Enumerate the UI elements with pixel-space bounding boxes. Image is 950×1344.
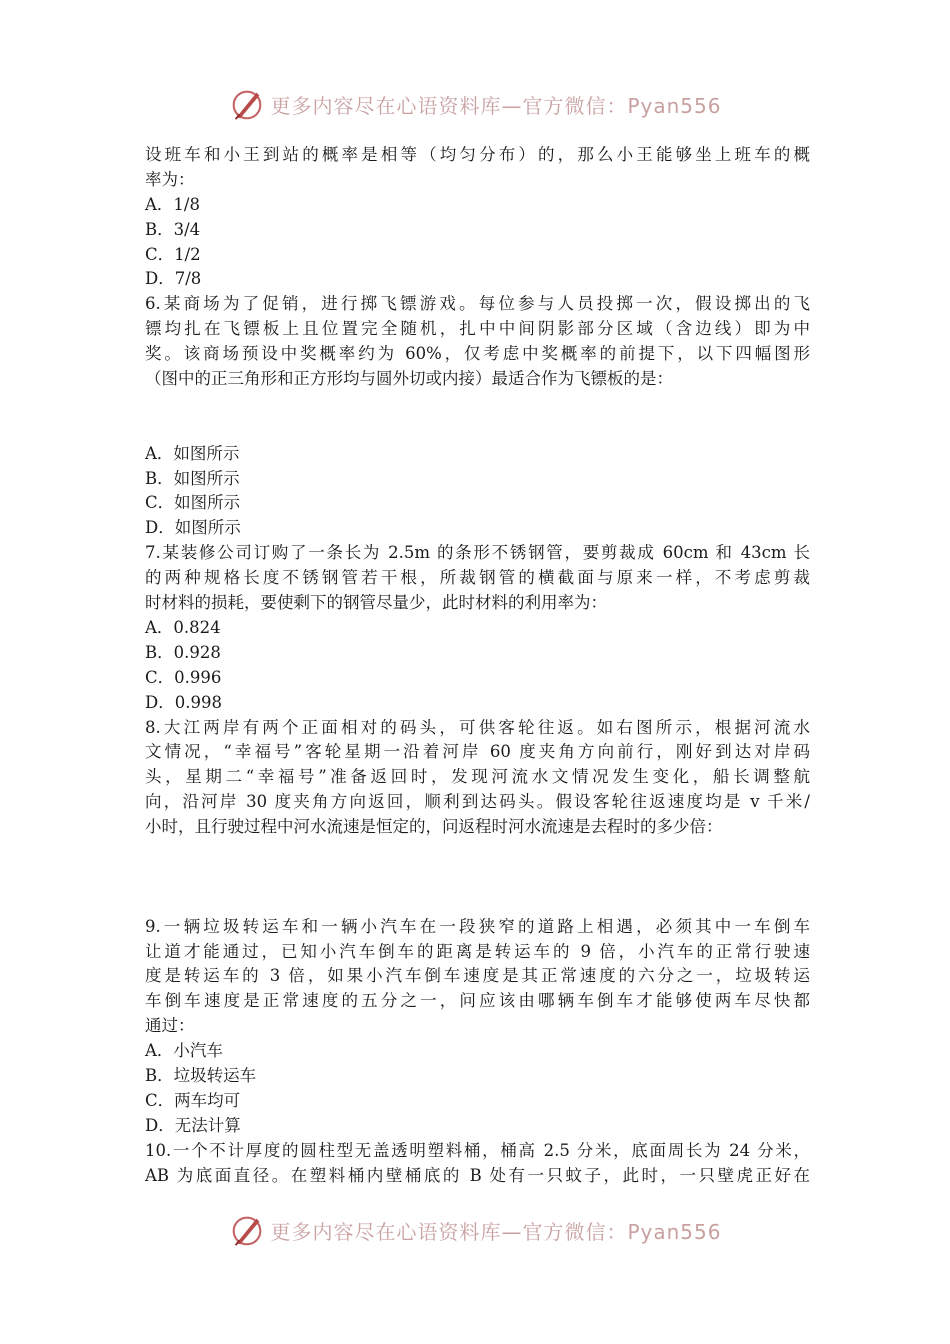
stem-line: 10.一个不计厚度的圆柱型无盖透明塑料桶，桶高 2.5 分米，底面周长为 24 分米， (145, 1140, 810, 1160)
option-c: C．1/2 (145, 244, 201, 264)
stem-line: 文情况，“幸福号”客轮星期一沿着河岸 60 度夹角方向前行，刚好到达对岸码 (145, 742, 810, 762)
option-b: B．如图所示 (145, 468, 240, 488)
quill-logo-icon (228, 1211, 266, 1249)
stem-line: 镖均扎在飞镖板上且位置完全随机，扎中中间阴影部分区域（含边线）即为中 (145, 319, 810, 339)
stem-line: 8.大江两岸有两个正面相对的码头，可供客轮往返。如右图所示，根据河流水 (145, 717, 810, 737)
header-banner (0, 84, 950, 124)
stem-line: 7.某装修公司订购了一条长为 2.5m 的条形不锈钢管，要剪裁成 60cm 和 43cm 长 (145, 543, 810, 563)
option-b: B．3/4 (145, 219, 201, 239)
option-c: C．0.996 (145, 667, 222, 687)
stem-line: 小时，且行驶过程中河水流速是恒定的，问返程时河水流速是去程时的多少倍： (145, 817, 723, 837)
stem-line: 的两种规格长度不锈钢管若干根，所裁钢管的横截面与原来一样，不考虑剪裁 (145, 568, 810, 588)
option-d: D．0.998 (145, 692, 222, 712)
stem-line: 6.某商场为了促销，进行掷飞镖游戏。每位参与人员投掷一次，假设掷出的飞 (145, 294, 810, 314)
stem-line: 向，沿河岸 30 度夹角方向返回，顺利到达码头。假设客轮往返速度均是 v 千米/ (145, 792, 810, 812)
option-a: A．小汽车 (145, 1041, 223, 1061)
option-d: D．如图所示 (145, 518, 241, 538)
option-d: D．无法计算 (145, 1115, 241, 1135)
stem-line: 车倒车速度是正常速度的五分之一，问应该由哪辆车倒车才能够使两车尽快都 (145, 991, 810, 1011)
header-banner-text: 更多内容尽在心语资料库—官方微信：Pyan556 (270, 93, 722, 118)
stem-line: AB 为底面直径。在塑料桶内壁桶底的 B 处有一只蚊子，此时，一只壁虎正好在 (145, 1165, 810, 1185)
option-a: A．0.824 (145, 617, 221, 637)
footer-banner (0, 1210, 950, 1250)
option-d: D．7/8 (145, 269, 202, 289)
stem-line: 头，星期二“幸福号”准备返回时，发现河流水文情况发生变化，船长调整航 (145, 767, 810, 787)
stem-line: 时材料的损耗，要使剩下的钢管尽量少，此时材料的利用率为： (145, 593, 607, 613)
document-body (145, 143, 810, 1188)
footer-banner-text: 更多内容尽在心语资料库—官方微信：Pyan556 (270, 1219, 722, 1244)
option-b: B．垃圾转运车 (145, 1065, 257, 1085)
stem-line: 通过： (145, 1016, 195, 1036)
stem-line: 度是转运车的 3 倍，如果小汽车倒车速度是其正常速度的六分之一，垃圾转运 (145, 966, 810, 986)
option-c: C．两车均可 (145, 1090, 241, 1110)
option-b: B．0.928 (145, 642, 221, 662)
stem-line: （图中的正三角形和正方形均与圆外切或内接）最适合作为飞镖板的是： (145, 369, 673, 389)
stem-line: 奖。该商场预设中奖概率约为 60%，仅考虑中奖概率的前提下，以下四幅图形 (145, 344, 810, 364)
stem-line: 率为： (145, 169, 195, 189)
quill-logo-icon (228, 85, 266, 123)
stem-line: 设班车和小王到站的概率是相等（均匀分布）的，那么小王能够坐上班车的概 (145, 145, 810, 164)
stem-line: 9.一辆垃圾转运车和一辆小汽车在一段狭窄的道路上相遇，必须其中一车倒车 (145, 916, 810, 936)
option-a: A．1/8 (145, 194, 200, 214)
option-a: A．如图所示 (145, 443, 240, 463)
stem-line: 让道才能通过，已知小汽车倒车的距离是转运车的 9 倍，小汽车的正常行驶速 (145, 941, 810, 961)
option-c: C．如图所示 (145, 493, 241, 513)
figure-gap (145, 840, 810, 915)
figure-gap (145, 392, 810, 442)
